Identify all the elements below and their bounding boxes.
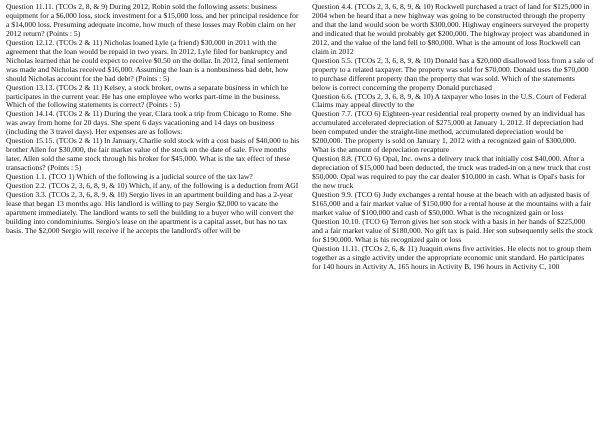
- question-paragraph: Question 2.2. (TCOs 2, 3, 6, 8, 9, & 10) Which, if any, of the following is a deduction from AGI: [6, 181, 299, 191]
- question-paragraph: Question 8.8. (TCO 6) Opal, Inc. owns a delivery truck that initially cost $40,000. After a depreciation of $15,000 had been deducted, the truck was traded-in on a new truck that cost $50,000. Opal was required to pay the car dealer $10,000 in cash. What is Opal's basis for the new truck: [312, 154, 591, 191]
- question-paragraph: Question 6.6. (TCOs 2, 3, 6, 8, 9, & 10) A taxpayer who loses in the U.S. Court of Federal Claims may appeal directly to the: [312, 91, 587, 110]
- question-paragraph: Question 7.7. (TCO 6) Eighteen-year residential real property owned by an individual has accumulated accelerated depreciation of $275,000 at January 1, 2012. If depreciation had been computed under the straight-line method, accumulated depreciation would be $200,000. The property is sold on January 1, 2012 with a recognized gain of $300,000. What is the amount of depreciation recapture: [312, 109, 585, 155]
- left-column: [6, 3, 302, 236]
- question-paragraph: Question 5.5. (TCOs 2, 3, 6, 8, 9, & 10) Donald has a $20,000 disallowed loss from a sale of property to a related taxpayer. The property was sold for $70,000. Donald uses the $70,000 to purchase different property than the property that was sold. Which of the statements below is correct concerning the property Donald purchased: [312, 55, 594, 92]
- question-paragraph: Question 14.14. (TCOs 2 & 11) During the year, Clara took a trip from Chicago to Rome. She was away from home for 20 days. She spent 6 days vacationing and 14 days on business (including the 3 travel days). Her expenses are as follows:: [6, 109, 292, 137]
- question-paragraph: Question 12.12. (TCOs 2 & 11) Nicholas loaned Lyle (a friend) $30,000 in 2011 with the agreement that the loan would be repaid in two years. In 2012, Lyle filed for bankruptcy and Nicholas learned that he could expect to receive $0.50 on the dollar. In 2012, final settlement was made and Nicholas received $16,000. Assuming the loan is a nonbusiness bad debt, how should Nicholas account for the bad debt? (Points : 5): [6, 37, 289, 83]
- question-paragraph: Question 15.15. (TCOs 2 & 11) In January, Charlie sold stock with a cost basis of $40,000 to his brother Allen for $30,000, the fair market value of the stock on the date of sale. Five months later, Allen sold the same stock through his broker for $45,000. What is the tax effect of these transactions? (Points : 5): [6, 136, 300, 173]
- question-paragraph: Question 9.9. (TCO 6) Judy exchanges a rental house at the beach with an adjusted basis of $165,000 and a fair market value of $150,000 for a rental house at the mountains with a fair market value of $100,000 and cash of $50,000. What is the recognized gain or loss: [312, 190, 591, 217]
- question-paragraph: Question 13.13. (TCOs 2 & 11) Kelsey, a stock broker, owns a separate business in which he participates in the current year. He has one employee who works part-time in the business. Which of the following statements is correct? (Points : 5): [6, 82, 288, 110]
- question-paragraph: Question 11.11. (TCOs 2, 8, & 9) During 2012, Robin sold the following assets: business equipment for a $6,000 loss, stock investment for a $15,000 loss, and her principal residence for a $14,000 loss. Presuming adequate income, how much of these losses may Robin claim on her 2012 return? (Points : 5): [6, 2, 299, 38]
- question-paragraph: Question 10.10. (TCO 6) Terron gives her son stock with a basis in her hands of $225,000 and a fair market value of $180,000. No gift tax is paid. Her son subsequently sells the stock for $190,000. What is his recognized gain or loss: [312, 216, 593, 244]
- question-paragraph: Question 11.11. (TCOs 2, 6, & 11) Juaquin owns five activities. He elects not to group them together as a single activity under the appropriate economic unit standard. He participates for 140 hours in Activity A, 165 hours in Activity B, 196 hours in Activity C, 100: [312, 243, 592, 271]
- question-paragraph: Question 4.4. (TCOs 2, 3, 6, 8, 9, & 10) Rockwell purchased a tract of land for $125,000 in 2004 when he heard that a new highway was going to be constructed through the property and that the land would soon be worth $300,000. Highway engineers surveyed the property and indicated that he would probably get $200,000. The highway project was abandoned in 2012, and the value of the land fell to $80,000. What is the amount of loss Rockwell can claim in 2012: [312, 2, 590, 56]
- right-column: [312, 3, 594, 272]
- question-paragraph: Question 3.3. (TCOs 2, 3, 6, 8, 9, & 10) Sergio lives in an apartment building and has a 2-year lease that began 13 months ago. His landlord is willing to pay Sergio $2,000 to vacate the apartment immediately. The landlord wants to sell the building to a buyer who will convert the building into condominiums. Sergio's lease on the apartment is a capital asset, but has no tax basis. The $2,000 Sergio will receive if he accepts the landlord's offer will be: [6, 190, 294, 235]
- question-paragraph: Question 1.1. (TCO 1) Which of the following is a judicial source of the tax law?: [6, 172, 253, 182]
